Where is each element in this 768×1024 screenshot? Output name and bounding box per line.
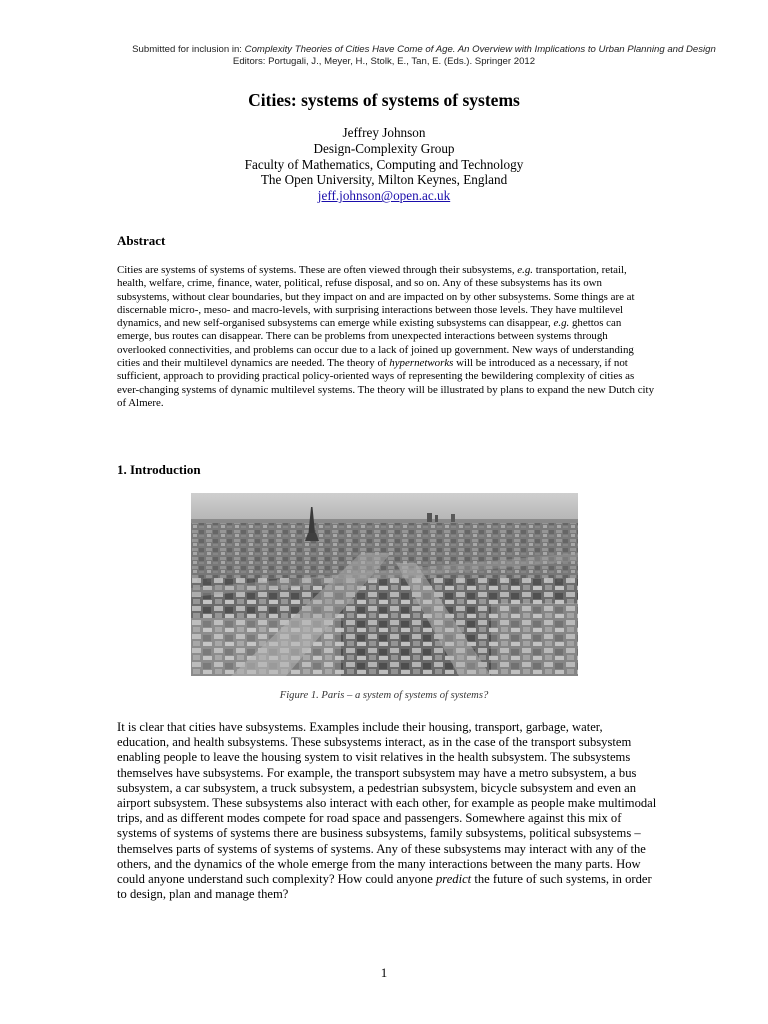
book-title: Complexity Theories of Cities Have Come of Age. An Overview with Implications to Urban Planning and Design <box>244 44 716 55</box>
author-block <box>0 125 768 204</box>
author-faculty: Faculty of Mathematics, Computing and Technology <box>244 156 524 172</box>
submission-header <box>0 44 768 68</box>
author-name: Jeffrey Johnson <box>342 125 426 140</box>
author-email-link[interactable]: jeff.johnson@open.ac.uk <box>317 188 451 204</box>
page-number: 1 <box>380 965 388 980</box>
abstract-text: Cities are systems of systems of systems. These are often viewed through their subsystems, e.g. transportation, retail, health, welfare, crime, finance, water, political, refuse disposal, and so on. Any of these subsystems has its own subsystems, without clear boundaries, but they impact on and are impacted on by other subsystems. Some things are at discernable micro-, meso- and macro-levels, with surprising interactions between those levels. They have multilevel dynamics, and new self-organised subsystems can emerge while existing subsystems can disappear, e.g. ghettos can emerge, bus routes can disappear. There can be problems from unexpected interactions between systems through overlooked connectivities, and problems can occur due to a lack of joined up government. New ways of understanding cities and their multilevel dynamics are needed. The theory of hypernetworks will be introduced as a necessary, if not sufficient, approach to providing practical policy-oriented ways of representing the bewildering complexity of cities as ever-changing systems of dynamic multilevel systems. The theory will be illustrated by plans to expand the new Dutch city of Almere. <box>117 264 655 409</box>
author-university: The Open University, Milton Keynes, England <box>260 172 508 188</box>
abstract-heading: Abstract <box>117 233 166 248</box>
author-group: Design-Complexity Group <box>313 140 455 156</box>
introduction-paragraph: It is clear that cities have subsystems. Examples include their housing, transport, garbage, water, education, and health subsystems. These subsystems interact, as in the case of the transport subsystem enabling people to leave the housing system to visit relatives in the health subsystem. The subsystems themselves have subsystems. For example, the transport subsystem may have a metro subsystem, a bus subsystem, a car subsystem, a truck subsystem, a pedestrian subsystem, bicycle subsystem and even an airport subsystem. These subsystems also interact with each other, for example as people make multimodal trips, and as different modes compete for road space and passengers. Somewhere against this mix of systems of systems of systems there are business subsystems, family subsystems, political subsystems – themselves parts of systems of systems of systems. Any of these subsystems may interact with any of the others, and the dynamics of the whole emerge from the many interactions between the many parts. How could anyone understand such complexity? How could anyone predict the future of such systems, in order to design, plan and manage them? <box>117 720 657 902</box>
introduction-heading: 1. Introduction <box>117 462 201 477</box>
paper-title: Cities: systems of systems of systems <box>248 90 520 110</box>
header-line-2: Editors: Portugali, J., Meyer, H., Stolk, E., Tan, E. (Eds.). Springer 2012 <box>232 56 536 67</box>
figure-caption: Figure 1. Paris – a system of systems of systems? <box>279 690 489 701</box>
header-line-1: Submitted for inclusion in: Complexity Theories of Cities Have Come of Age. An Overview with Implications to Urban Planning and Design <box>132 44 716 55</box>
paris-aerial-photo <box>191 493 578 676</box>
